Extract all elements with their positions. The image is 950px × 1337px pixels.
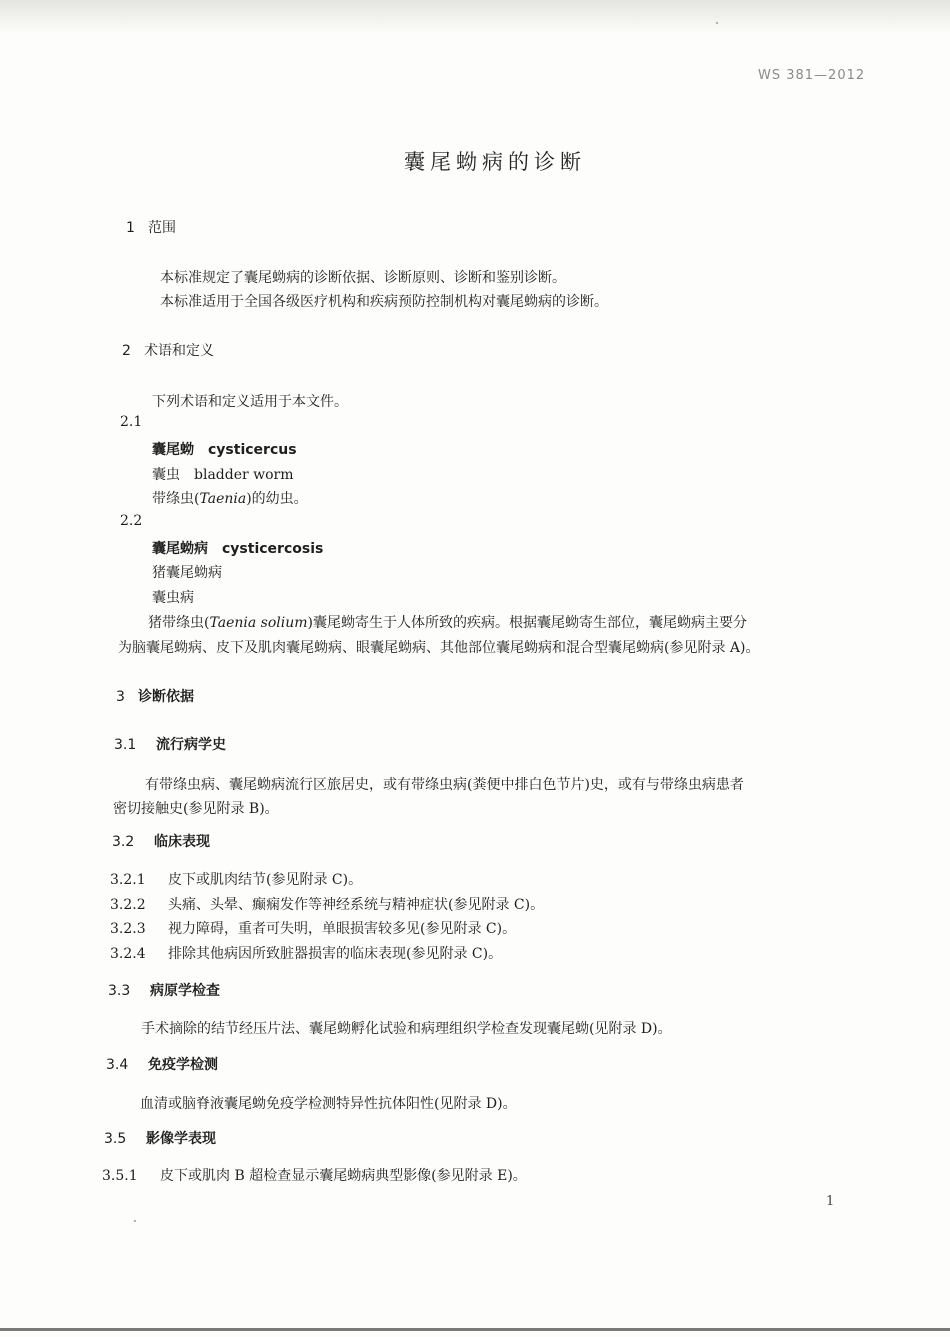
term-en: cysticercus <box>208 442 297 458</box>
term-definition-cont: 为脑囊尾蚴病、皮下及肌肉囊尾蚴病、眼囊尾蚴病、其他部位囊尾蚴病和混合型囊尾蚴病(参见附录 A)。 <box>118 640 760 656</box>
item-text: 头痛、头晕、癫痫发作等神经系统与精神症状(参见附录 C)。 <box>168 897 545 913</box>
clinical-item <box>110 943 502 963</box>
term-alt: 猪囊尾蚴病 <box>152 565 222 581</box>
clinical-item <box>110 894 544 914</box>
subsection-3-2-heading <box>112 831 210 851</box>
subsection-title: 免疫学检测 <box>148 1057 218 1073</box>
item-text: 皮下或肌肉 B 超检查显示囊尾蚴病典型影像(参见附录 E)。 <box>160 1168 527 1184</box>
alt-en: bladder worm <box>194 467 294 483</box>
section-title: 诊断依据 <box>138 689 194 705</box>
latin-name: Taenia <box>199 491 247 507</box>
term-definition <box>148 612 747 632</box>
term-cn: 囊尾蚴 <box>152 442 194 458</box>
def-text: 带绦虫( <box>152 491 200 507</box>
term-heading <box>152 439 297 459</box>
subsection-number: 3.1 <box>114 737 137 753</box>
alt-cn: 囊虫 <box>152 467 180 483</box>
standard-number: WS 381—2012 <box>758 68 866 83</box>
subsection-3-1-heading <box>114 734 226 754</box>
latin-name: Taenia solium <box>209 615 308 631</box>
section-3-heading <box>116 686 194 706</box>
subsection-number: 3.3 <box>108 983 131 999</box>
def-text: )的幼虫。 <box>246 491 308 507</box>
section-2-heading <box>122 340 214 360</box>
scan-edge-bottom <box>0 1328 950 1331</box>
subsection-3-3-heading <box>108 980 220 1000</box>
item-text: 视力障碍，重者可失明，单眼损害较多见(参见附录 C)。 <box>168 921 517 937</box>
section-number: 2 <box>122 343 131 359</box>
term-en: cysticercosis <box>222 541 324 557</box>
subsection-3-4-heading <box>106 1054 218 1074</box>
term-definition <box>152 488 308 508</box>
clinical-item <box>110 869 362 889</box>
item-number: 3.2.3 <box>110 921 146 937</box>
def-text: )囊尾蚴寄生于人体所致的疾病。根据囊尾蚴寄生部位，囊尾蚴病主要分 <box>307 615 747 631</box>
scan-speck <box>716 22 718 24</box>
clinical-item <box>110 918 516 938</box>
section-title: 术语和定义 <box>144 343 214 359</box>
term-number: 2.1 <box>120 414 143 430</box>
subsection-title: 影像学表现 <box>146 1131 216 1147</box>
item-number: 3.5.1 <box>102 1168 138 1184</box>
def-text: 猪带绦虫( <box>148 615 210 631</box>
section-1-heading <box>126 217 176 237</box>
paragraph: 有带绦虫病、囊尾蚴病流行区旅居史，或有带绦虫病(粪便中排白色节片)史，或有与带绦虫病患者 <box>145 777 744 793</box>
item-text: 皮下或肌肉结节(参见附录 C)。 <box>168 872 363 888</box>
paragraph: 下列术语和定义适用于本文件。 <box>152 394 348 410</box>
term-alt: 囊虫病 <box>152 590 194 606</box>
paragraph: 手术摘除的结节经压片法、囊尾蚴孵化试验和病理组织学检查发现囊尾蚴(见附录 D)。 <box>141 1021 672 1037</box>
scan-shadow-top <box>0 0 950 34</box>
item-number: 3.2.1 <box>110 872 146 888</box>
term-alt <box>152 464 294 484</box>
subsection-title: 流行病学史 <box>156 737 226 753</box>
term-heading <box>152 538 323 558</box>
subsection-title: 临床表现 <box>154 834 210 850</box>
section-number: 1 <box>126 220 135 236</box>
section-number: 3 <box>116 689 125 705</box>
paragraph-cont: 密切接触史(参见附录 B)。 <box>113 801 279 817</box>
section-title: 范围 <box>148 220 176 236</box>
imaging-item <box>102 1165 527 1185</box>
paragraph: 本标准规定了囊尾蚴病的诊断依据、诊断原则、诊断和鉴别诊断。 <box>160 270 566 286</box>
subsection-number: 3.2 <box>112 834 135 850</box>
subsection-3-5-heading <box>104 1128 216 1148</box>
term-cn: 囊尾蚴病 <box>152 541 208 557</box>
item-text: 排除其他病因所致脏器损害的临床表现(参见附录 C)。 <box>168 946 503 962</box>
scan-speck <box>134 1220 136 1222</box>
document-title: 囊尾蚴病的诊断 <box>404 150 586 174</box>
paragraph: 本标准适用于全国各级医疗机构和疾病预防控制机构对囊尾蚴病的诊断。 <box>160 294 608 310</box>
item-number: 3.2.4 <box>110 946 146 962</box>
item-number: 3.2.2 <box>110 897 146 913</box>
subsection-title: 病原学检查 <box>150 983 220 999</box>
term-number: 2.2 <box>120 513 143 529</box>
page-number: 1 <box>826 1194 835 1209</box>
subsection-number: 3.5 <box>104 1131 127 1147</box>
subsection-number: 3.4 <box>106 1057 129 1073</box>
paragraph: 血清或脑脊液囊尾蚴免疫学检测特异性抗体阳性(见附录 D)。 <box>140 1096 517 1112</box>
